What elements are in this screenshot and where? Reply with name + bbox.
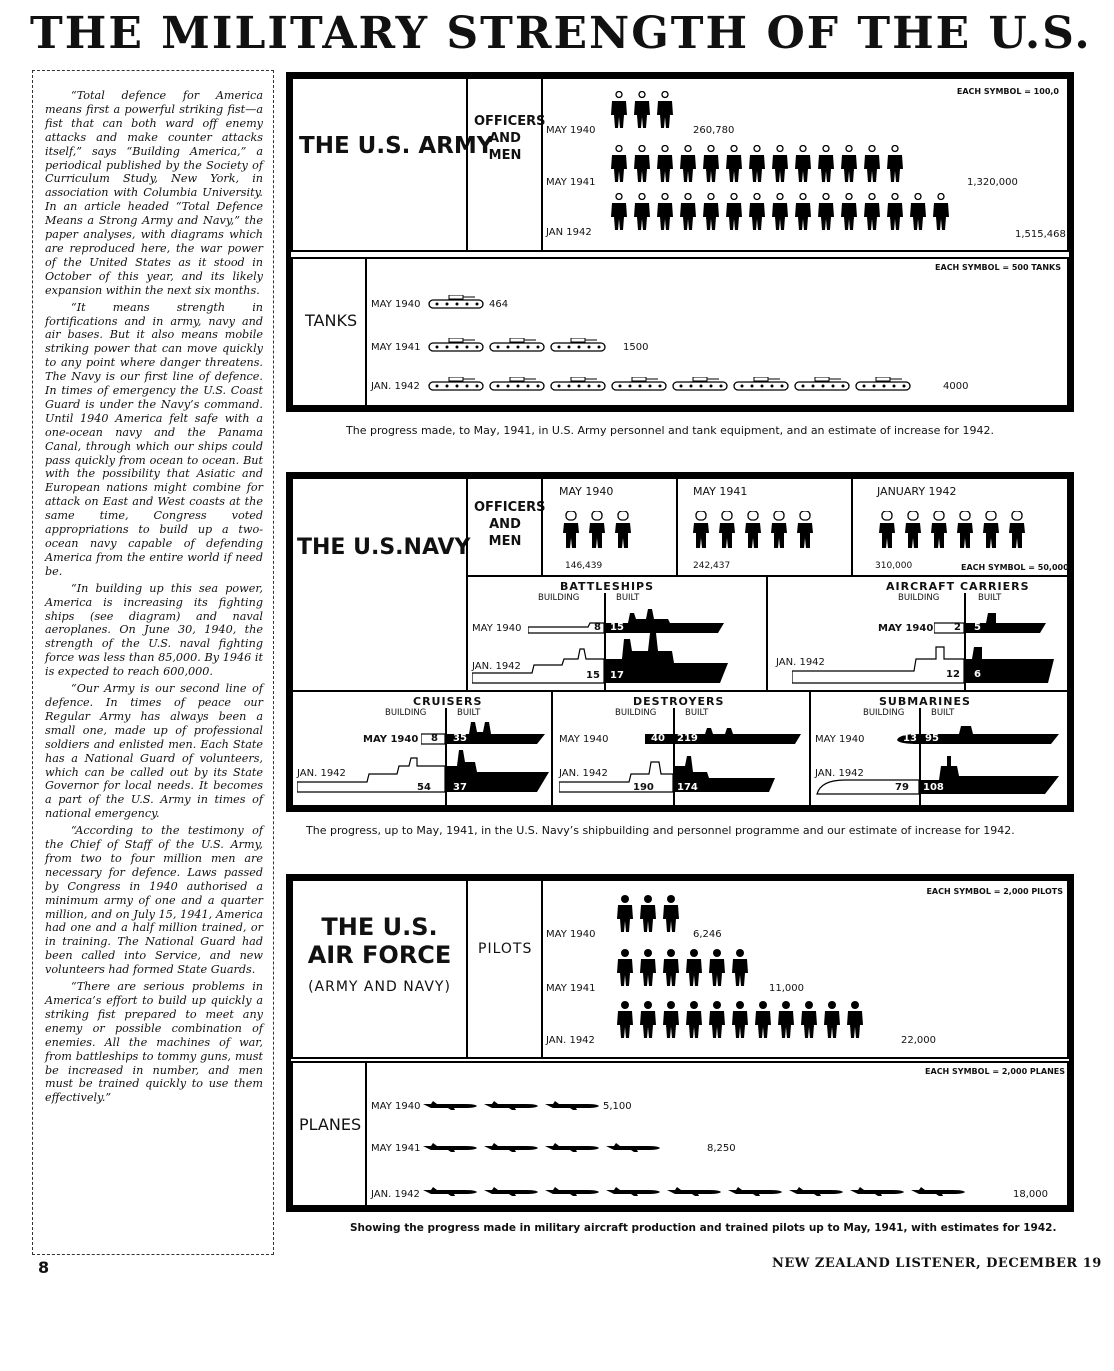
publication-footer: NEW ZEALAND LISTENER, DECEMBER 19 [772,1256,1102,1271]
soldier-icon [770,145,790,183]
army-men-label: OFFICERS AND MEN [474,114,546,163]
navy-men-divider [851,479,853,575]
air-planes-date: MAY 1940 [371,1101,421,1112]
carriers-title: AIRCRAFT CARRIERS [886,580,1030,593]
plane-icon [665,1185,723,1197]
cruisers-jan-date: JAN. 1942 [297,768,346,779]
soldier-icon [816,193,836,231]
pilot-icon [638,949,658,987]
plane-icon [604,1185,662,1197]
sailor-icon [929,511,949,549]
pilot-icon [799,1001,819,1039]
battleships-jan-ship [472,629,732,685]
sailor-icon [1007,511,1027,549]
soldier-icon [908,193,928,231]
building-label: BUILDING [615,708,657,718]
air-planes-value: 8,250 [707,1143,736,1154]
tank-icon [854,377,912,391]
army-men-value: 1,320,000 [967,177,1018,188]
army-men-date: MAY 1940 [546,125,596,136]
army-tanks-date: MAY 1940 [371,299,421,310]
tank-icon [488,338,546,352]
sailor-icon [877,511,897,549]
army-men-date: JAN 1942 [546,227,592,238]
soldier-icon [609,145,629,183]
army-men-chart [541,77,1069,252]
soldier-icon [701,193,721,231]
plane-icon [726,1185,784,1197]
pilot-icon [661,895,681,933]
sidebar-paragraph: “Our Army is our second line of defence. In times of peace our Regular Army has always been a small one, made up of professional soldiers and enlisted men. Each State has a National Guard of volunteers, which can be called out by its State Governor for local needs. It becomes a part of the U.S. Army in times of national emergency. [45,682,263,821]
sailor-icon [717,511,737,549]
air-title-line2: AIR FORCE [307,941,452,969]
plane-icon [909,1185,967,1197]
army-tanks-date: JAN. 1942 [371,381,420,392]
air-planes-cell [291,1061,1069,1207]
plane-icon [604,1141,662,1153]
army-caption: The progress made, to May, 1941, in U.S. Army personnel and tank equipment, and an estimate of increase for 1942. [346,424,994,437]
sidebar-paragraph: “According to the testimony of the Chief of Staff of the U.S. Army, from two to four million men are necessary for defence. Laws passed by Congress in 1940 authorised a minimum army of one and a quarter million, and on July 15, 1941, America had one and a half million trained, or in training. The National Guard had been called into Service, and new volunteers had formed State Guards. [45,824,263,977]
pilot-icon [845,1001,865,1039]
carriers-may-building: 2 [954,622,961,633]
navy-men-row [561,511,633,549]
air-pilots-label: PILOTS [478,941,533,957]
pilot-icon [638,895,658,933]
navy-men-value: 310,000 [875,561,913,571]
carriers-jan-built: 6 [974,669,981,680]
building-label: BUILDING [898,593,940,603]
soldier-icon [747,145,767,183]
tank-icon [427,377,485,391]
air-pilots-value: 22,000 [901,1035,936,1046]
air-pilots-date: MAY 1941 [546,983,596,994]
tank-icon [793,377,851,391]
tank-icon [488,377,546,391]
plane-icon [421,1185,479,1197]
air-pilots-value: 6,246 [693,929,722,940]
navy-caption: The progress, up to May, 1941, in the U.S. Navy’s shipbuilding and personnel programme and our estimate of increase for 1942. [306,824,1015,837]
sidebar-paragraph: “In building up this sea power, America is increasing its fighting ships (see diagram) and naval aeroplanes. On June 30, 1940, the strength of the U.S. naval fighting force was less than 85,000. By 1946 it is expected to reach 600,000. [45,581,263,679]
army-tanks-row [427,377,912,391]
air-pilots-row [615,895,681,933]
air-pilots-label-cell [466,879,543,1059]
cruisers-may-built: 35 [453,733,467,744]
air-pilots-date: MAY 1940 [546,929,596,940]
sailor-icon [981,511,1001,549]
soldier-icon [885,193,905,231]
plane-icon [787,1185,845,1197]
pilot-icon [615,949,635,987]
air-pilots-row [615,1001,865,1039]
destroyers-jan-date: JAN. 1942 [559,768,608,779]
built-label: BUILT [978,593,1002,603]
sidebar-article [32,70,274,1255]
plane-icon [543,1141,601,1153]
soldier-icon [793,193,813,231]
pilot-icon [707,949,727,987]
battleships-may-built: 15 [610,622,624,633]
soldier-icon [609,193,629,231]
soldier-icon [724,193,744,231]
navy-men-value: 242,437 [693,561,731,571]
plane-icon [421,1099,479,1111]
army-men-row [609,193,951,231]
soldier-icon [655,145,675,183]
soldier-icon [724,145,744,183]
destroyers-may-building: 40 [651,733,665,744]
page-number: 8 [38,1258,50,1277]
air-planes-date: MAY 1941 [371,1143,421,1154]
army-tanks-cell [291,257,1069,407]
plane-icon [482,1099,540,1111]
carriers-jan-date: JAN. 1942 [776,657,825,668]
plane-icon [482,1185,540,1197]
pilot-icon [615,1001,635,1039]
navy-panel [286,472,1074,812]
battleships-jan-built: 17 [610,670,624,681]
army-tanks-divider [365,259,367,405]
soldier-icon [770,193,790,231]
pilot-icon [638,1001,658,1039]
carriers-jan-building: 12 [946,669,960,680]
soldier-icon [632,193,652,231]
navy-men-date: JANUARY 1942 [877,485,957,498]
cruisers-may-date: MAY 1940 [363,734,419,745]
air-pilots-chart [541,879,1069,1059]
navy-title-cell [291,477,471,692]
army-men-symbol-note: EACH SYMBOL = 100,0 [956,87,1059,96]
pilot-icon [776,1001,796,1039]
army-tanks-value: 1500 [623,342,649,353]
destroyers-may-built: 219 [677,733,698,744]
soldier-icon [632,91,652,129]
air-pilots-date: JAN. 1942 [546,1035,595,1046]
sailor-icon [691,511,711,549]
pilot-icon [730,1001,750,1039]
sailor-icon [903,511,923,549]
army-tanks-value: 464 [489,299,509,310]
air-planes-date: JAN. 1942 [371,1189,420,1200]
soldier-icon [655,91,675,129]
army-men-value: 260,780 [693,125,735,136]
army-title: THE U.S. ARMY [299,133,494,159]
army-tanks-symbol-note: EACH SYMBOL = 500 TANKS [935,263,1061,272]
air-planes-symbol-note: EACH SYMBOL = 2,000 PLANES [925,1067,1065,1076]
navy-symbol-note: EACH SYMBOL = 50,000 [961,563,1069,572]
pilot-icon [661,1001,681,1039]
army-men-row [609,145,905,183]
cruisers-jan-built: 37 [453,782,467,793]
battleships-cell [466,575,768,692]
tank-icon [549,338,607,352]
air-caption: Showing the progress made in military aircraft production and trained pilots up to May, 1941, with estimates for 1942. [350,1222,1057,1234]
page-title: THE MILITARY STRENGTH OF THE U.S. [30,8,1092,59]
army-tanks-row [427,338,607,352]
soldier-icon [839,145,859,183]
soldier-icon [678,193,698,231]
pilot-icon [684,949,704,987]
army-men-row [609,91,675,129]
submarines-may-ship [895,720,1065,748]
soldier-icon [816,145,836,183]
sailor-icon [769,511,789,549]
navy-men-row [877,511,1027,549]
pilot-icon [707,1001,727,1039]
destroyers-cell [551,690,811,807]
cruisers-may-building: 8 [431,733,438,744]
plane-icon [543,1099,601,1111]
navy-men-chart [541,477,1069,577]
tank-icon [671,377,729,391]
air-pilots-row [615,949,750,987]
plane-icon [421,1141,479,1153]
soldier-icon [839,193,859,231]
army-men-label-cell [466,77,546,252]
destroyers-jan-building: 190 [633,782,654,793]
air-planes-row [421,1141,662,1153]
pilot-icon [753,1001,773,1039]
submarines-jan-built: 108 [923,782,944,793]
tank-icon [549,377,607,391]
tank-icon [427,338,485,352]
navy-men-label: OFFICERS AND MEN [474,500,546,549]
soldier-icon [632,145,652,183]
battleships-title: BATTLESHIPS [560,580,655,593]
soldier-icon [862,193,882,231]
building-label: BUILDING [538,593,580,603]
air-pilots-value: 11,000 [769,983,804,994]
army-tanks-label: TANKS [305,311,358,330]
soldier-icon [655,193,675,231]
submarines-may-built: 95 [925,733,939,744]
air-planes-value: 18,000 [1013,1189,1048,1200]
tank-icon [732,377,790,391]
carriers-may-date: MAY 1940 [878,623,934,634]
air-planes-row [421,1099,601,1111]
soldier-icon [678,145,698,183]
navy-title: THE U.S.NAVY [297,535,471,560]
sidebar-paragraph: “It means strength in fortifications and in army, navy and air bases. But it also means mobile striking power that can move quickly to any point where danger threatens. The Navy is our first line of defence. In times of emergency the U.S. Coast Guard is under the Navy’s command. Until 1940 America felt safe with a one-ocean navy and the Panama Canal, through which our ships could pass quickly from ocean to ocean. But with the possibility that Asiatic and European nations might combine for attack on East and West coasts at the same time, Congress voted appropriations to build up a two-ocean navy capable of defending America from the entire world if need be. [45,300,263,578]
built-label: BUILT [457,708,481,718]
built-label: BUILT [616,593,640,603]
pilot-icon [661,949,681,987]
navy-men-date: MAY 1941 [693,485,748,498]
sidebar-paragraph: “There are serious problems in America’s effort to build up quickly a striking fist prepared to meet any enemy or possible combination of enemies. All the machines of war, from battleships to tommy guns, must be increased in number, and men must be trained quickly to use them effectively.” [45,980,263,1105]
destroyers-may-date: MAY 1940 [559,734,609,745]
air-panel [286,874,1074,1212]
sailor-icon [613,511,633,549]
submarines-jan-building: 79 [895,782,909,793]
built-label: BUILT [931,708,955,718]
sailor-icon [955,511,975,549]
submarines-may-building: 13 [903,733,917,744]
sailor-icon [587,511,607,549]
submarines-title: SUBMARINES [879,695,971,708]
soldier-icon [609,91,629,129]
soldier-icon [701,145,721,183]
pilot-icon [730,949,750,987]
army-men-value: 1,515,468 [1015,229,1066,240]
sidebar-paragraph: “Total defence for America means first a powerful striking fist—a fist that can both ward off enemy attacks and make counter attacks itself,” says “Building America,” a periodical published by the Society of Curriculum Study, New York, in association with Columbia University. In an article headed “Total Defence Means a Strong Army and Navy,” the paper analyses, with diagrams which are reproduced here, the war power of the United States as it stood in October of this year, and its likely expansion within the next six months. [45,89,263,297]
carriers-may-ship [934,607,1054,635]
pilot-icon [822,1001,842,1039]
submarines-cell [809,690,1069,807]
battleships-jan-date: JAN. 1942 [472,661,521,672]
soldier-icon [885,145,905,183]
battleships-jan-building: 15 [586,670,600,681]
air-planes-label: PLANES [299,1115,362,1134]
soldier-icon [747,193,767,231]
cruisers-jan-building: 54 [417,782,431,793]
tank-icon [427,295,485,309]
destroyers-jan-built: 174 [677,782,698,793]
army-tanks-date: MAY 1941 [371,342,421,353]
building-label: BUILDING [863,708,905,718]
army-panel [286,72,1074,412]
carriers-may-built: 5 [974,622,981,633]
pilot-icon [684,1001,704,1039]
army-tanks-row [427,295,485,309]
air-planes-divider [365,1063,367,1205]
built-label: BUILT [685,708,709,718]
battleships-may-building: 8 [594,622,601,633]
navy-men-label-cell [466,477,546,577]
cruisers-title: CRUISERS [413,695,483,708]
carriers-jan-ship [792,633,1062,685]
sailor-icon [561,511,581,549]
submarines-jan-date: JAN. 1942 [815,768,864,779]
plane-icon [848,1185,906,1197]
navy-men-divider [676,479,678,575]
tank-icon [610,377,668,391]
air-title-line1: THE U.S. [321,913,438,941]
soldier-icon [931,193,951,231]
navy-men-date: MAY 1940 [559,485,614,498]
pilot-icon [615,895,635,933]
submarines-may-date: MAY 1940 [815,734,865,745]
army-men-date: MAY 1941 [546,177,596,188]
soldier-icon [862,145,882,183]
army-title-cell [291,77,494,252]
sailor-icon [743,511,763,549]
navy-men-value: 146,439 [565,561,603,571]
air-title-line3: (ARMY AND NAVY) [308,979,451,995]
building-label: BUILDING [385,708,427,718]
army-tanks-value: 4000 [943,381,969,392]
soldier-icon [793,145,813,183]
sailor-icon [795,511,815,549]
destroyers-title: DESTROYERS [633,695,725,708]
navy-men-row [691,511,815,549]
air-title-cell [291,879,468,1059]
air-planes-value: 5,100 [603,1101,632,1112]
air-planes-row [421,1185,967,1197]
plane-icon [482,1141,540,1153]
carriers-cell [766,575,1069,692]
cruisers-cell [291,690,553,807]
plane-icon [543,1185,601,1197]
battleships-may-date: MAY 1940 [472,623,522,634]
air-pilots-symbol-note: EACH SYMBOL = 2,000 PILOTS [926,887,1063,896]
